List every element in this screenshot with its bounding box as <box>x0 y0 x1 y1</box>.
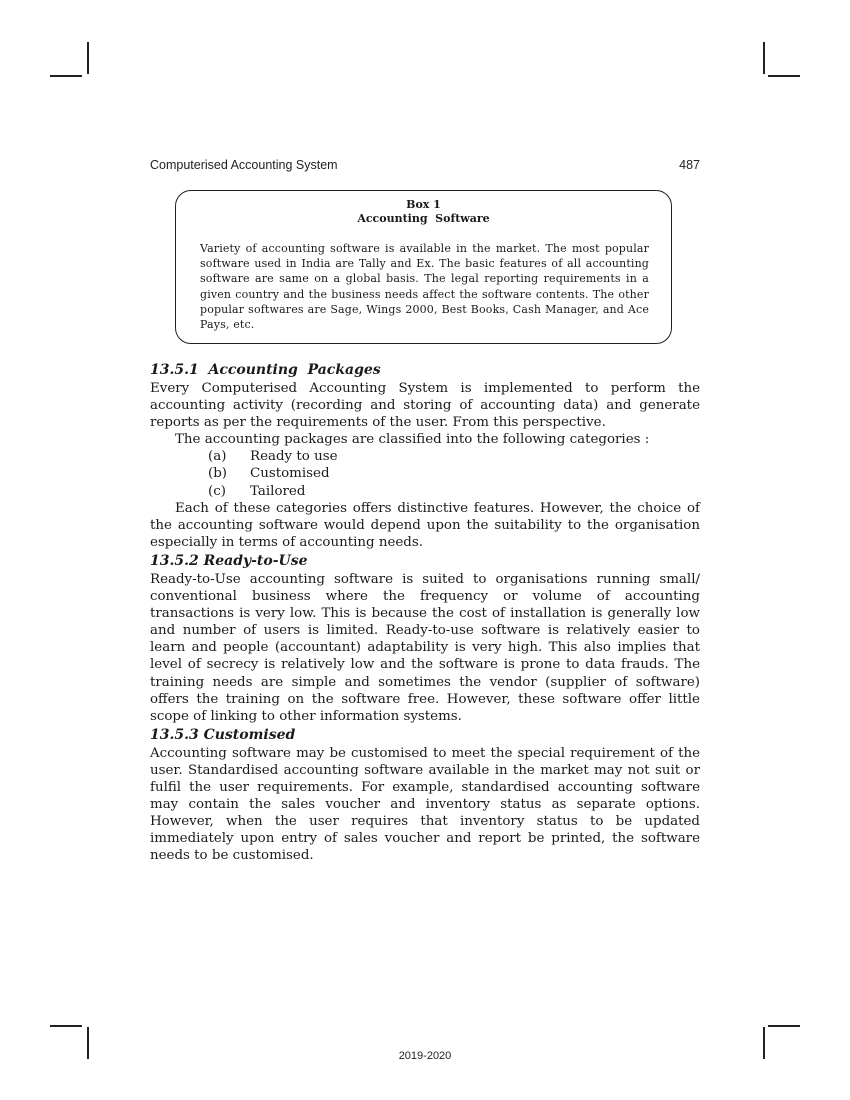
list-item <box>208 483 700 500</box>
category-list <box>150 448 700 499</box>
box-label: Box 1 <box>406 198 441 211</box>
crop-mark-top-left-h <box>50 75 82 77</box>
crop-mark-top-left-v <box>87 42 89 74</box>
paragraph: The accounting packages are classified into the following categories : <box>175 432 650 448</box>
crop-mark-bottom-right-h <box>768 1025 800 1027</box>
list-item <box>208 465 700 482</box>
section-heading-customised: 13.5.3 Customised <box>150 726 296 743</box>
crop-mark-top-right-v <box>763 42 765 74</box>
list-item <box>208 448 700 465</box>
running-title: Computerised Accounting System <box>150 158 338 172</box>
footer-year: 2019-2020 <box>398 1050 452 1062</box>
list-marker: (c) <box>208 483 226 499</box>
page-number: 487 <box>679 158 700 172</box>
running-header <box>150 158 700 172</box>
list-marker: (a) <box>208 449 227 465</box>
list-label: Tailored <box>250 483 306 499</box>
section-heading-ready-to-use: 13.5.2 Ready-to-Use <box>150 552 308 569</box>
info-box <box>175 190 672 344</box>
paragraph: Every Computerised Accounting System is implemented to perform the accounting activity (recording and storing of accounting data) and generate reports as per the requirements of the user. From this perspective. <box>150 381 700 431</box>
paragraph: Accounting software may be customised to meet the special requirement of the user. Standardised accounting software available in the market may not suit or fulfil the user requirements. For example, standardised accounting software may contain the sales voucher and inventory status as separate options. However, when the user requires that inventory status to be updated immediately upon entry of sales voucher and report be printed, the software needs to be customised. <box>150 745 700 864</box>
box-text: Variety of accounting software is available in the market. The most popular software used in India are Tally and Ex. The basic features of all accounting software are same on a global basis. The legal reporting requirements in a given country and the business needs affect the software contents. The other popular softwares are Sage, Wings 2000, Best Books, Cash Manager, and Ace Pays, etc. <box>200 242 649 332</box>
crop-mark-bottom-left-h <box>50 1025 82 1027</box>
section-heading-packages: 13.5.1 Accounting Packages <box>150 362 381 378</box>
crop-mark-top-right-h <box>768 75 800 77</box>
box-title: Accounting Software <box>357 212 490 225</box>
list-marker: (b) <box>208 466 228 482</box>
paragraph: Each of these categories offers distinctive features. However, the choice of the accounting software would depend upon the suitability to the organisation especially in terms of accounting needs. <box>150 500 700 550</box>
list-label: Customised <box>250 466 330 482</box>
list-label: Ready to use <box>250 449 338 465</box>
main-content <box>150 360 700 864</box>
paragraph: Ready-to-Use accounting software is suited to organisations running small/ conventional business where the frequency or volume of accounting transactions is very low. This is because the cost of installation is generally low and number of users is limited. Ready-to-use software is relatively easier to learn and people (accountant) adaptability is very high. This also implies that level of secrecy is relatively low and the software is prone to data frauds. The training needs are simple and sometimes the vendor (supplier of software) offers the training on the software free. However, these software offer little scope of linking to other information systems. <box>150 571 700 724</box>
